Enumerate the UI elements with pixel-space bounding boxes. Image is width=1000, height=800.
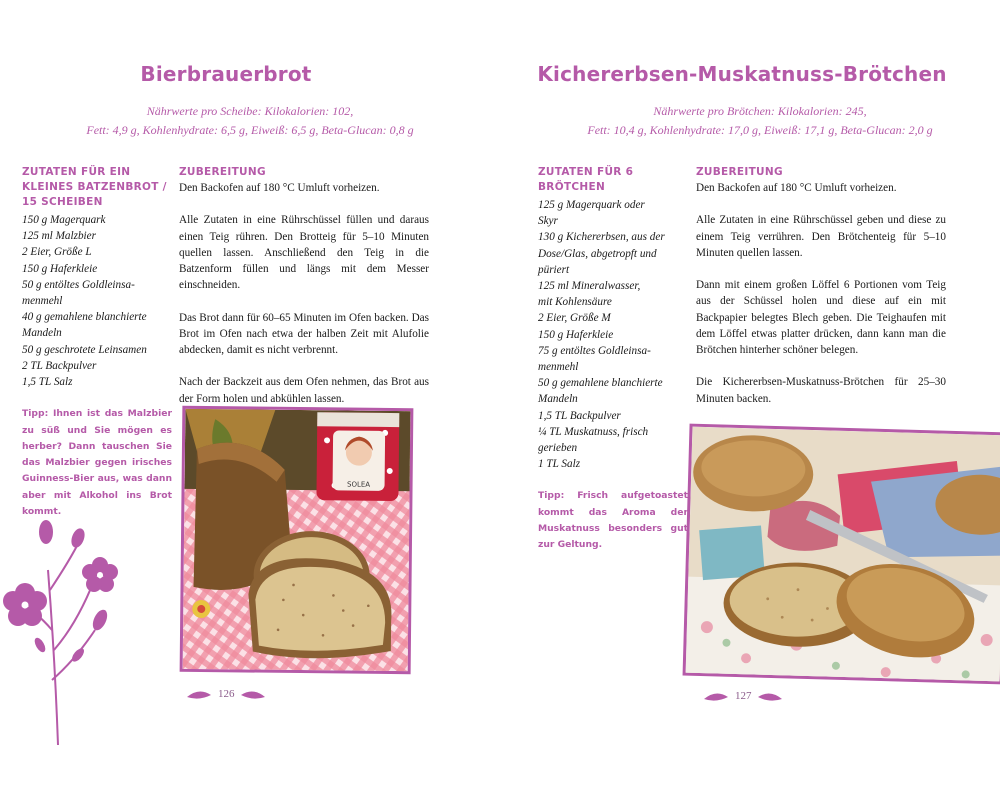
preparation-paragraph: Das Brot dann für 60–65 Minuten im Ofen backen. Das Brot im Ofen nach etwa der halben Zeit mit Alufolie abdecken, damit es nicht verbrennt. (179, 311, 429, 356)
jar-label: SOLEA (347, 480, 371, 489)
ingredient-line: 50 g geschrotete Leinsamen (22, 343, 147, 356)
preparation-paragraph: Den Backofen auf 180 °C Umluft vorheizen. (179, 182, 380, 194)
tip-text: Tipp: Ihnen ist das Malzbier zu süß und Sie mögen es herber? Dann tauschen Sie das Malzbier gegen irisches Guinness-Bier aus, was dann aber mit Alkohol ins Brot kommt. (22, 408, 172, 518)
ingredient-line: 2 TL Backpulver (22, 359, 97, 372)
nutrition-line: Fett: 10,4 g, Kohlenhydrate: 17,0 g, Eiweiß: 17,1 g, Beta-Glucan: 2,0 g (587, 123, 933, 137)
preparation-block (696, 165, 946, 423)
preparation-paragraph: Den Backofen auf 180 °C Umluft vorheizen. (696, 182, 897, 194)
ingredient-line: menmehl (538, 361, 579, 374)
ingredient-line: 1,5 TL Salz (22, 376, 73, 389)
ingredients-list (22, 212, 172, 390)
nutrition-info (30, 102, 470, 140)
ingredients-heading: ZUTATEN FÜR 6 BRÖTCHEN (538, 166, 634, 193)
preparation-block (179, 165, 429, 423)
ingredients-block (22, 165, 172, 520)
ingredient-line: 125 ml Mineralwasser, (538, 280, 641, 293)
ingredients-block (538, 165, 688, 554)
preparation-paragraph: Dann mit einem großen Löffel 6 Portionen vom Teig aus der Schüssel holen und diese auf ein mit Backpapier belegtes Blech geben. Die Teighaufen mit dem Löffel etwas platter drücken, dann kann man die Brötchen hinterher schöner belegen. (696, 279, 946, 356)
nutrition-line: Fett: 4,9 g, Kohlenhydrate: 6,5 g, Eiweiß: 6,5 g, Beta-Glucan: 0,8 g (86, 123, 414, 137)
rolls-photo (683, 424, 1000, 685)
ingredient-line: Mandeln (538, 393, 578, 406)
ingredient-line: menmehl (22, 295, 63, 308)
preparation-paragraph: Alle Zutaten in eine Rührschüssel füllen und daraus einen Teig rühren. Den Brotteig für 5–10 Minuten quellen lassen. Anschließend den Teig in die Batzenform füllen und längs mit dem Messer einschneiden. (179, 214, 429, 292)
ingredient-line: Skyr (538, 215, 558, 228)
ingredient-line: 50 g gemahlene blanchierte (538, 377, 663, 390)
ingredient-line: 75 g entöltes Goldleinsa- (538, 344, 651, 357)
ingredient-line: Mandeln (22, 327, 62, 340)
page-number: 127 (735, 690, 752, 702)
ingredient-line: ¼ TL Muskatnuss, frisch (538, 425, 649, 438)
recipe-title: Bierbrauerbrot (140, 62, 312, 86)
ingredients-heading: ZUTATEN FÜR EIN KLEINES BATZENBROT / 15 SCHEIBEN (22, 166, 167, 208)
preparation-heading: ZUBEREITUNG (696, 166, 783, 178)
ingredient-line: 125 g Magerquark oder (538, 199, 645, 211)
ingredient-line: 40 g gemahlene blanchierte (22, 311, 147, 324)
ingredient-line: 2 Eier, Größe M (538, 312, 611, 325)
bread-photo (180, 406, 414, 674)
ingredient-line: püriert (538, 263, 570, 276)
ingredient-line: 125 ml Malzbier (22, 230, 96, 243)
ingredient-line: mit Kohlensäure (538, 296, 612, 309)
ingredient-line: 2 Eier, Größe L (22, 246, 92, 259)
ingredient-line: 1 TL Salz (538, 458, 581, 471)
ingredient-line: Dose/Glas, abgetropft und (538, 247, 657, 260)
ingredients-list (538, 197, 688, 472)
preparation-paragraph: Die Kichererbsen-Muskatnuss-Brötchen für 25–30 Minuten backen. (696, 376, 946, 405)
preparation-paragraph: Alle Zutaten in eine Rührschüssel geben und diese zu einem Teig verrühren. Den Brötchenteig für 5–10 Minuten quellen lassen. (696, 214, 946, 259)
recipe-title: Kichererbsen-Muskatnuss-Brötchen (537, 62, 947, 86)
ingredient-line: 150 g Haferkleie (538, 328, 614, 341)
preparation-heading: ZUBEREITUNG (179, 166, 266, 178)
flower-illustration-icon (0, 510, 150, 750)
ingredient-line: 1,5 TL Backpulver (538, 409, 621, 422)
ingredient-line: 130 g Kichererbsen, aus der (538, 231, 665, 244)
ingredient-line: gerieben (538, 442, 578, 455)
ingredient-line: 150 g Magerquark (22, 214, 106, 226)
ingredient-line: 50 g entöltes Goldleinsa- (22, 278, 135, 291)
page-number: 126 (218, 688, 235, 700)
ingredient-line: 150 g Haferkleie (22, 262, 98, 275)
preparation-paragraph: Nach der Backzeit aus dem Ofen nehmen, das Brot aus der Form holen und abkühlen lassen. (179, 376, 429, 405)
nutrition-line: Nährwerte pro Brötchen: Kilokalorien: 245, (653, 104, 867, 118)
tip-text: Tipp: Frisch aufgetoastet kommt das Aroma der Muskatnuss besonders gut zur Geltung. (538, 490, 688, 551)
nutrition-line: Nährwerte pro Scheibe: Kilokalorien: 102, (146, 104, 354, 118)
right-page (500, 0, 1000, 800)
nutrition-info (540, 102, 980, 140)
